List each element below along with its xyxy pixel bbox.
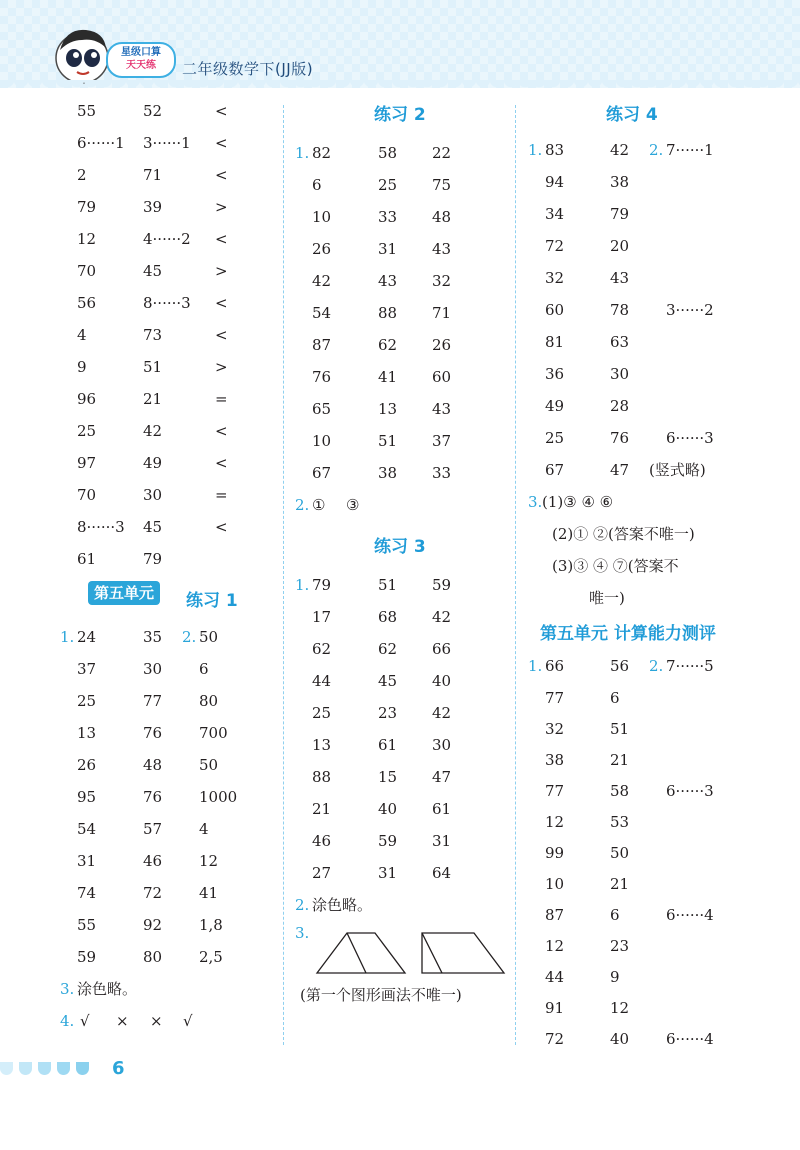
answer-row: 72 20	[545, 237, 630, 255]
answer-row: 2. 涂色略。	[295, 896, 373, 914]
footer-dot	[0, 1062, 13, 1075]
section-header	[284, 95, 515, 135]
answer-row: 2 71 <	[77, 166, 228, 184]
answer-row: 25 23 42	[312, 704, 452, 722]
column-left	[0, 95, 283, 1037]
answer-row: 74 72 41	[77, 884, 219, 902]
section-title: 练习 3	[374, 537, 426, 557]
section-title: 练习 1	[186, 591, 238, 611]
figure-row	[284, 921, 515, 979]
answer-row: 99 50	[545, 844, 630, 862]
unit-badge: 第五单元	[88, 581, 160, 605]
answer-row: 65 13 43	[312, 400, 452, 418]
answer-row: 32 43	[545, 269, 630, 287]
answer-row: 3. 涂色略。	[60, 980, 138, 998]
answer-row: 49 28	[545, 397, 630, 415]
answer-row: 54 88 71	[312, 304, 452, 322]
answer-row: 87 6 6······4	[545, 906, 714, 924]
section-header	[0, 581, 283, 621]
answer-row: 44 45 40	[312, 672, 452, 690]
answer-row: 36 30	[545, 365, 630, 383]
answer-row: 79 39 >	[77, 198, 228, 216]
answer-row: 31 46 12	[77, 852, 219, 870]
answer-row: 94 38	[545, 173, 630, 191]
book-title: 二年级数学下(JJ版)	[182, 60, 314, 78]
series-logo	[106, 42, 176, 78]
answer-row: 1. 24 35 2. 50	[60, 628, 219, 646]
answer-row: 1. 66 56 2. 7······5	[528, 657, 714, 675]
answer-row: 25 76 6······3	[545, 429, 714, 447]
answer-row: 42 43 32	[312, 272, 452, 290]
answer-row: 8······3 45 <	[77, 518, 228, 536]
answer-row: 32 51	[545, 720, 630, 738]
section-title: 练习 4	[606, 105, 658, 125]
question-number: 3.	[295, 924, 310, 942]
column-middle	[284, 95, 515, 1011]
answer-row: 13 61 30	[312, 736, 452, 754]
answer-row: 12 4······2 <	[77, 230, 228, 248]
answer-row: 12 53	[545, 813, 630, 831]
answer-row: 81 63	[545, 333, 630, 351]
answer-row: 70 45 >	[77, 262, 228, 280]
answer-row: 10 21	[545, 875, 630, 893]
header-wave-border	[0, 80, 800, 94]
answer-row: 62 62 66	[312, 640, 452, 658]
answer-row: 4 73 <	[77, 326, 228, 344]
answer-row: 26 31 43	[312, 240, 452, 258]
footer-dot	[38, 1062, 51, 1075]
answer-row: (2)① ②(答案不唯一)	[552, 525, 695, 543]
answer-row: 76 41 60	[312, 368, 452, 386]
answer-row: 6······1 3······1 <	[77, 134, 228, 152]
footer-dot	[76, 1062, 89, 1075]
answer-row: 67 38 33	[312, 464, 452, 482]
answer-row: 10 33 48	[312, 208, 452, 226]
answer-row: 54 57 4	[77, 820, 209, 838]
answer-row: 87 62 26	[312, 336, 452, 354]
page-header	[0, 0, 800, 88]
answer-row: 60 78 3······2	[545, 301, 714, 319]
answer-row: 6 25 75	[312, 176, 452, 194]
answer-row: 37 30 6	[77, 660, 209, 678]
answer-row: 97 49 <	[77, 454, 228, 472]
answer-row: 70 30 =	[77, 486, 228, 504]
answer-row: 唯一)	[589, 589, 625, 607]
answer-row: 38 21	[545, 751, 630, 769]
section-header	[516, 614, 800, 654]
answer-row: 61 79	[77, 550, 163, 568]
answer-row: 27 31 64	[312, 864, 452, 882]
answer-row: 55 52 <	[77, 102, 228, 120]
answer-row: (第一个图形画法不唯一)	[300, 986, 462, 1004]
section-title: 第五单元 计算能力测评	[540, 624, 716, 644]
answer-row: 25 77 80	[77, 692, 219, 710]
column-right	[516, 95, 800, 1054]
answer-row: 34 79	[545, 205, 630, 223]
answer-row: 17 68 42	[312, 608, 452, 626]
footer-dot	[19, 1062, 32, 1075]
answer-row: 46 59 31	[312, 832, 452, 850]
trapezoid-figures	[314, 931, 524, 977]
answer-row: 25 42 <	[77, 422, 228, 440]
answer-row: 55 92 1,8	[77, 916, 223, 934]
answer-row: 9 51 >	[77, 358, 228, 376]
answer-row: 95 76 1000	[77, 788, 238, 806]
mascot-icon	[52, 24, 112, 86]
answer-row: 1. 83 42 2. 7······1	[528, 141, 714, 159]
answer-row: 91 12	[545, 999, 630, 1017]
section-header	[284, 527, 515, 567]
answer-row: 13 76 700	[77, 724, 228, 742]
answer-row: 44 9	[545, 968, 620, 986]
answer-row: 1. 82 58 22	[295, 144, 452, 162]
answer-row: 2. ① ③	[295, 496, 360, 514]
answer-row: 77 6	[545, 689, 620, 707]
answer-row: (3)③ ④ ⑦(答案不	[552, 557, 679, 575]
answer-row: 26 48 50	[77, 756, 219, 774]
answer-row: 10 51 37	[312, 432, 452, 450]
section-title: 练习 2	[374, 105, 426, 125]
answer-row: 77 58 6······3	[545, 782, 714, 800]
footer-dot	[57, 1062, 70, 1075]
logo-line1: 星级口算	[121, 47, 161, 58]
answer-row: 59 80 2,5	[77, 948, 223, 966]
answer-row: 1. 79 51 59	[295, 576, 452, 594]
logo-line2: 天天练	[126, 60, 156, 71]
answer-row: 4. √ × × √	[60, 1012, 193, 1030]
answer-row: 96 21 =	[77, 390, 228, 408]
answer-row: 3. (1)③ ④ ⑥	[528, 493, 614, 511]
answer-row: 67 47 (竖式略)	[545, 461, 706, 479]
page-number: 6	[112, 1058, 125, 1079]
section-header	[516, 95, 800, 135]
answer-row: 72 40 6······4	[545, 1030, 714, 1048]
answer-row: 21 40 61	[312, 800, 452, 818]
answer-row: 56 8······3 <	[77, 294, 228, 312]
answer-row: 12 23	[545, 937, 630, 955]
answer-row: 88 15 47	[312, 768, 452, 786]
